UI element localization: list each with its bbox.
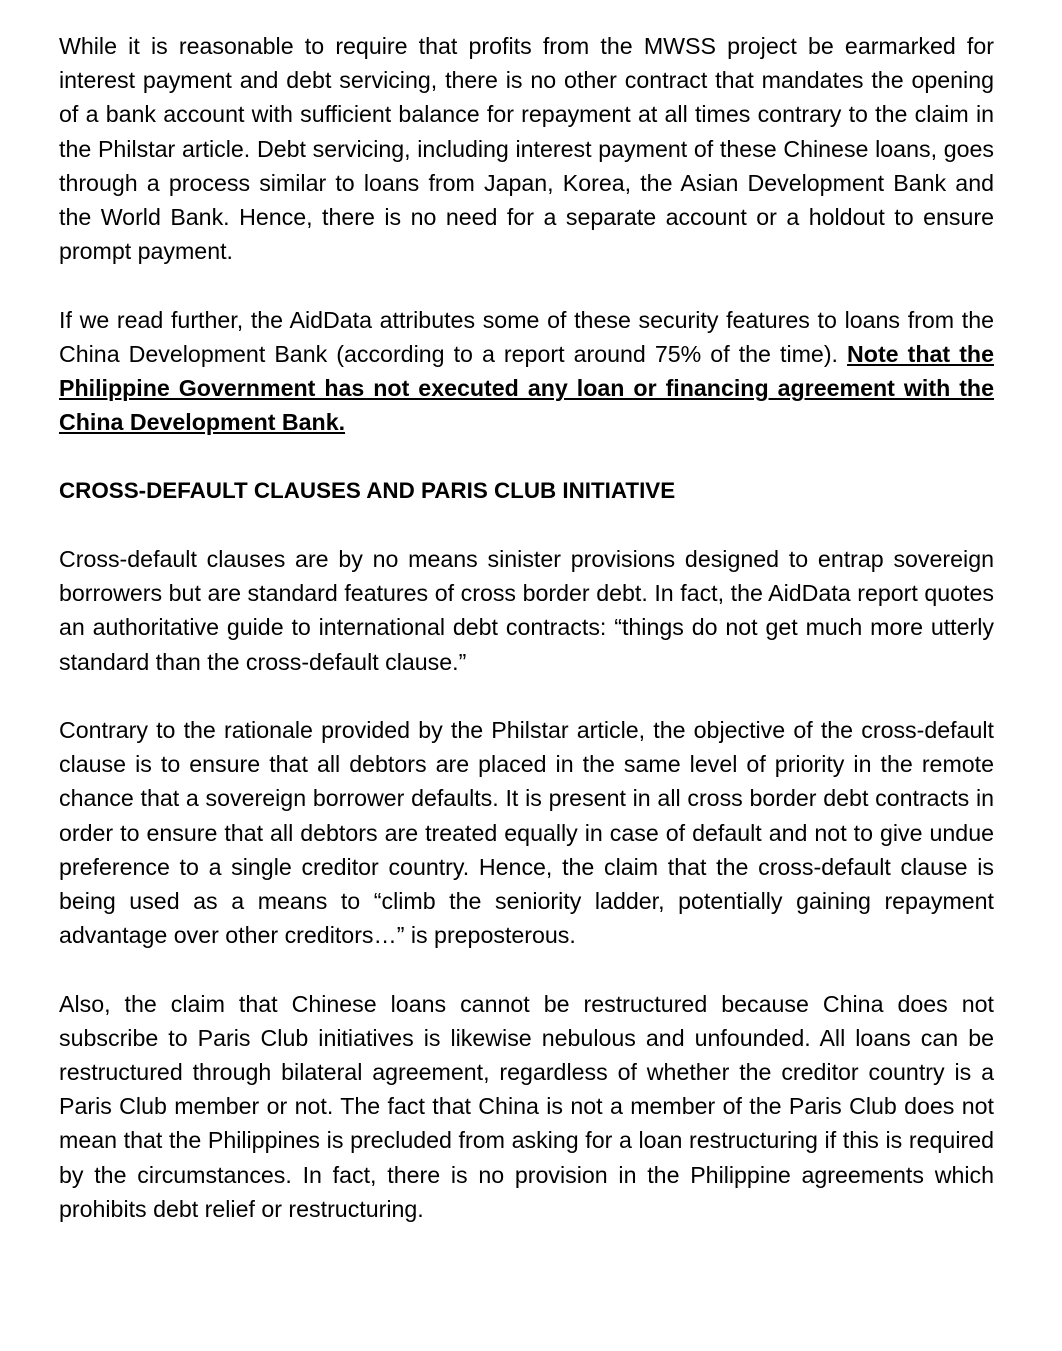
paragraph-aiddata-cdb bbox=[59, 303, 994, 440]
paragraph-cross-default-objective: Contrary to the rationale provided by the Philstar article, the objective of the cross-default clause is to ensure that all debtors are placed in the same level of priority in the remote chance that a sovereign borrower defaults. It is present in all cross border debt contracts in order to ensure that all debtors are treated equally in case of default and not to give undue preference to a single creditor country. Hence, the claim that the cross-default clause is being used as a means to “climb the seniority ladder, potentially gaining repayment advantage over other creditors…” is preposterous. bbox=[59, 717, 994, 949]
emphasis-note-cdb: Note that the Philippine Government has not executed any loan or financing agreement with the China Development Bank. bbox=[59, 340, 994, 436]
document-page bbox=[59, 29, 994, 1226]
paragraph-aiddata-cdb-text: If we read further, the AidData attributes some of these security features to loans from the China Development Bank (according to a report around 75% of the time). bbox=[59, 306, 994, 367]
paragraph-earmarking: While it is reasonable to require that profits from the MWSS project be earmarked for interest payment and debt servicing, there is no other contract that mandates the opening of a bank account with sufficient balance for repayment at all times contrary to the claim in the Philstar article. Debt servicing, including interest payment of these Chinese loans, goes through a process similar to loans from Japan, Korea, the Asian Development Bank and the World Bank. Hence, there is no need for a separate account or a holdout to ensure prompt payment. bbox=[59, 33, 994, 265]
section-heading: CROSS-DEFAULT CLAUSES AND PARIS CLUB INITIATIVE bbox=[59, 477, 676, 503]
paragraph-paris-club: Also, the claim that Chinese loans cannot be restructured because China does not subscribe to Paris Club initiatives is likewise nebulous and unfounded. All loans can be restructured through bilateral agreement, regardless of whether the creditor country is a Paris Club member or not. The fact that China is not a member of the Paris Club does not mean that the Philippines is precluded from asking for a loan restructuring if this is required by the circumstances. In fact, there is no provision in the Philippine agreements which prohibits debt relief or restructuring. bbox=[59, 990, 994, 1222]
paragraph-cross-default-standard: Cross-default clauses are by no means sinister provisions designed to entrap sovereign borrowers but are standard features of cross border debt. In fact, the AidData report quotes an authoritative guide to international debt contracts: “things do not get much more utterly standard than the cross-default clause.” bbox=[59, 546, 994, 675]
